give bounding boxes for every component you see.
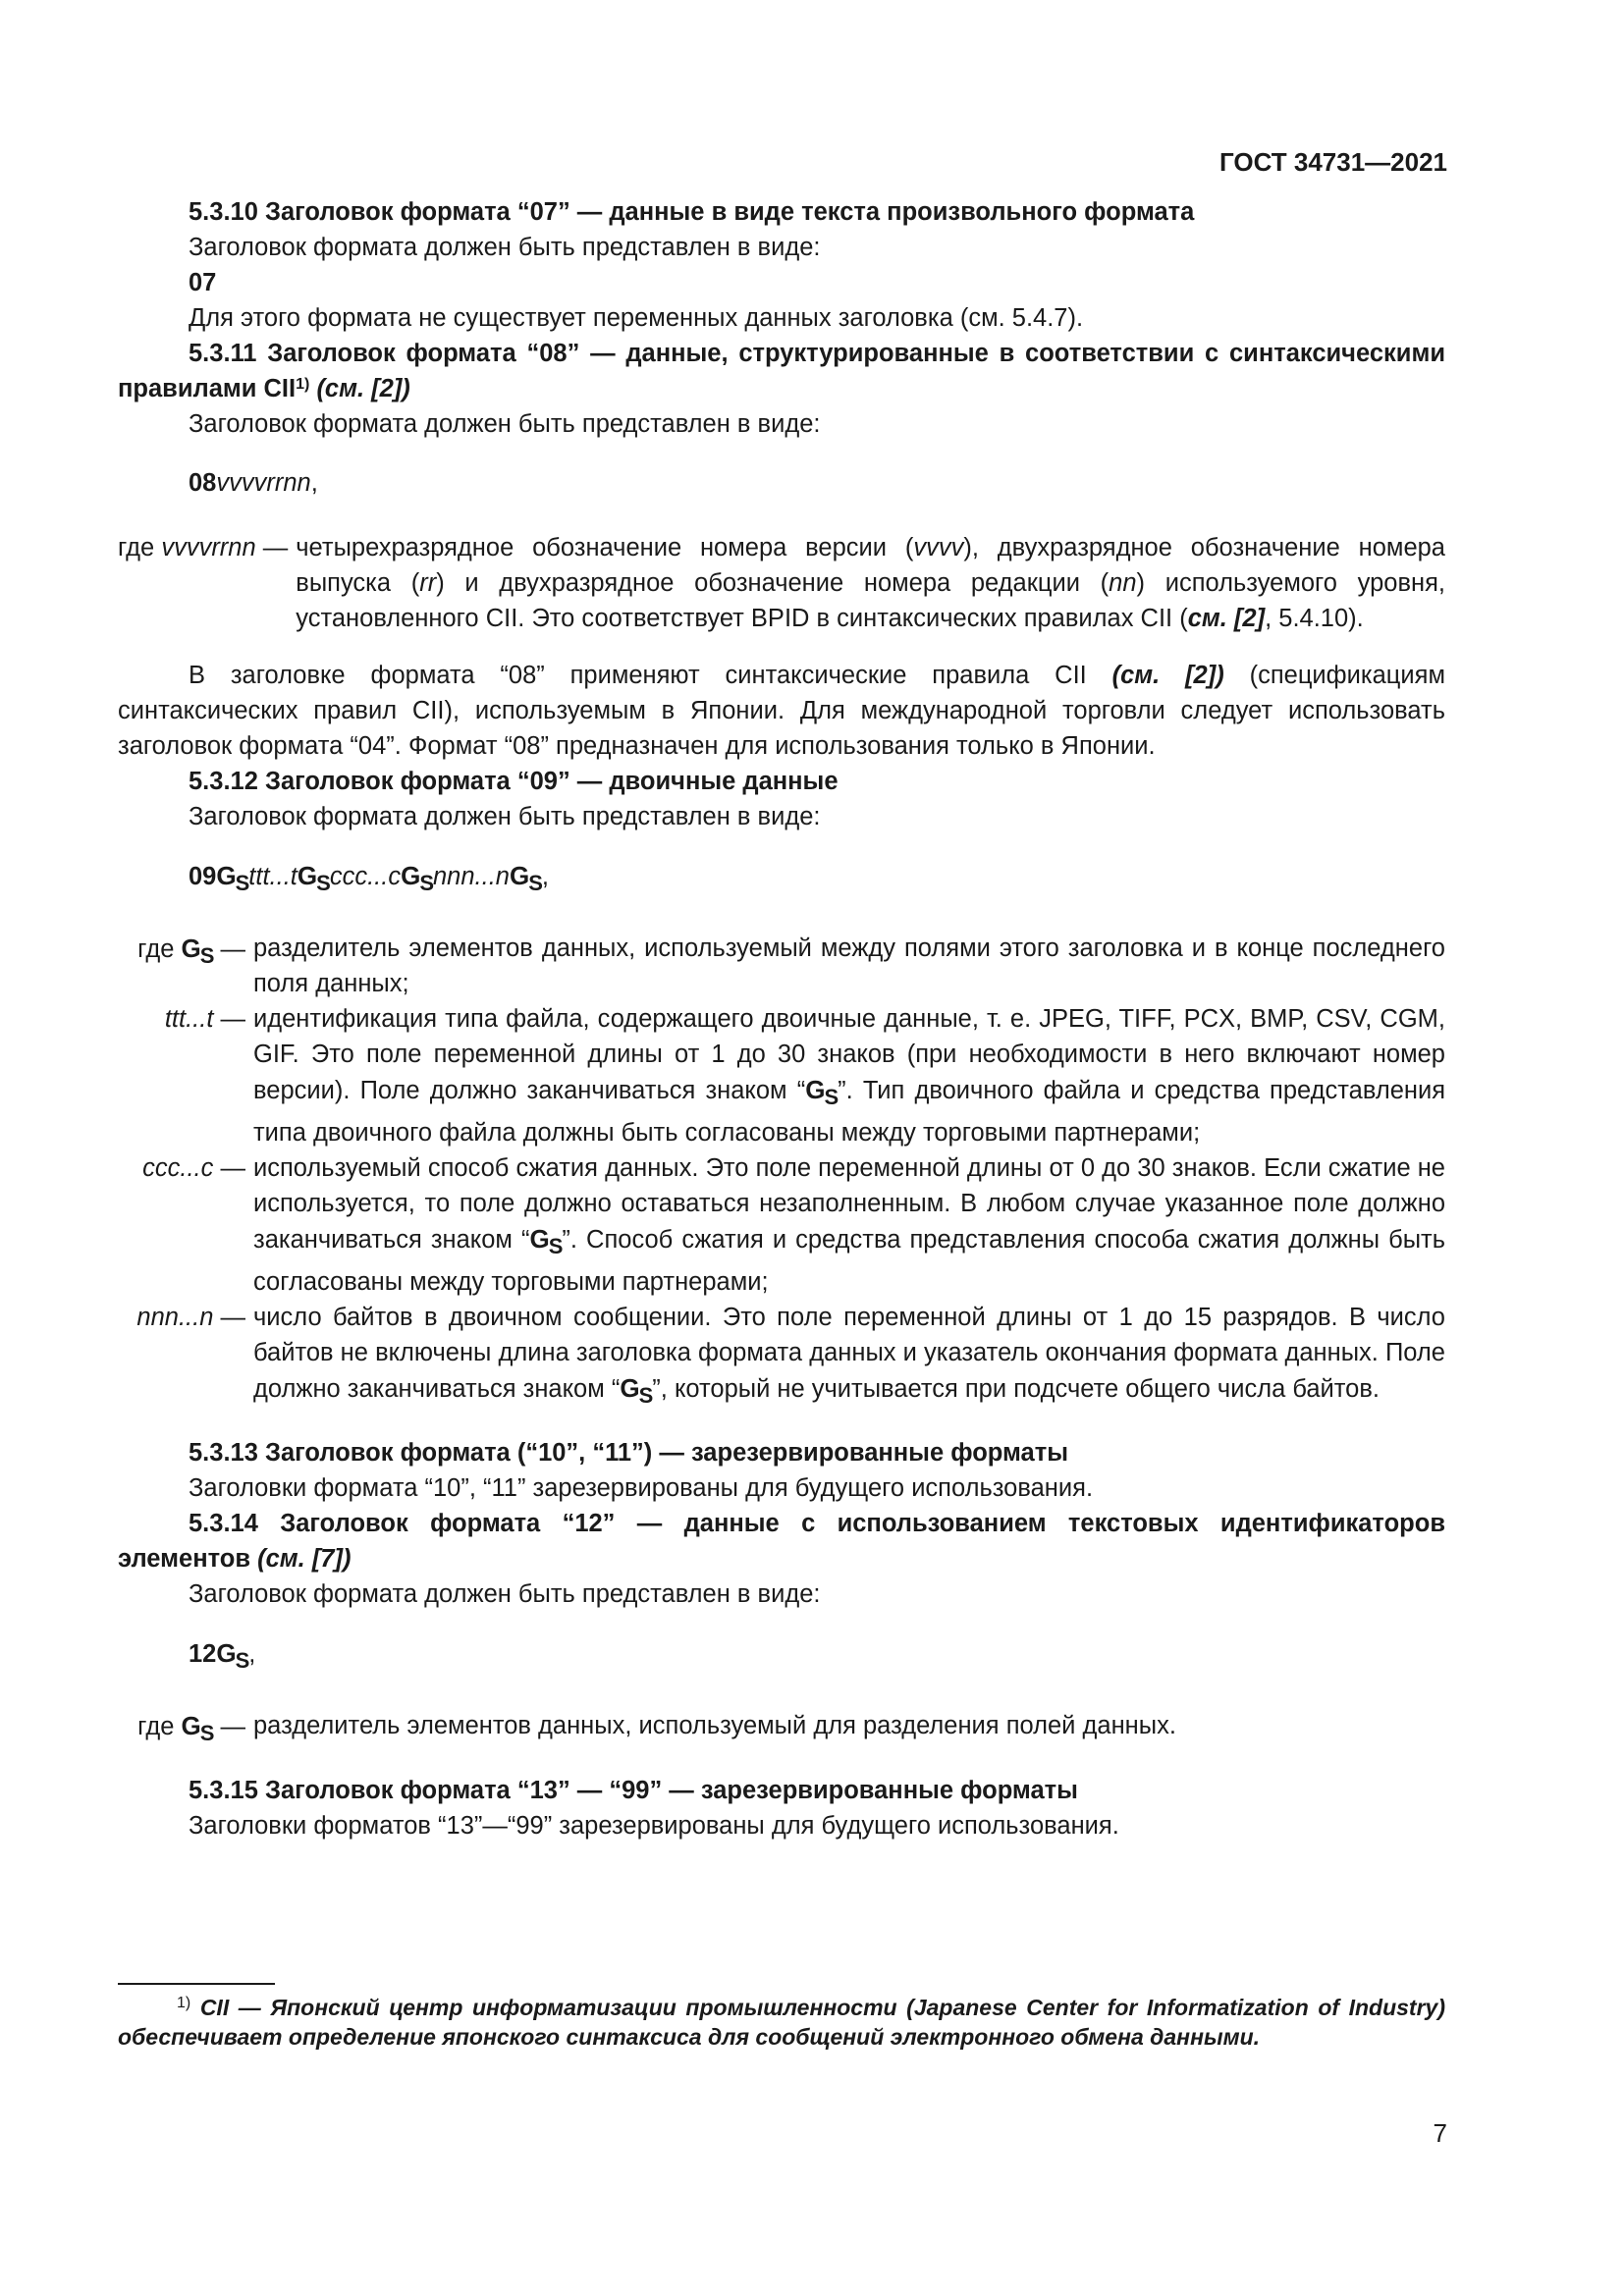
section-5-3-11-intro: Заголовок формата должен быть представлен в виде: bbox=[189, 410, 821, 438]
footnote-text: CII — Японский центр информатизации промышленности (Japanese Center for Informatization of Industry) обеспечивает определение японского синтаксиса для сообщений электронного обмена данными. bbox=[118, 1995, 1445, 2050]
definition-text: используемый способ сжатия данных. Это поле переменной длины от 0 до 30 знаков. Если сжатие не используется, то поле должно оставаться незаполненным. В любом случае указанное поле должно заканчиваться знаком “$G_S$”. Способ сжатия и средства представления способа сжатия должны быть согласованы между торговыми партнерами; bbox=[253, 1154, 1445, 1296]
section-5-3-11-heading: 5.3.11 Заголовок формата “08” — данные, структурированные в соответствии с синтаксическими правилами CII$^{1)}$ (см. [2]) bbox=[118, 340, 1445, 402]
definition-term: где vvvvrrnn — bbox=[118, 534, 289, 561]
section-5-3-10-note: Для этого формата не существует переменных данных заголовка (см. 5.4.7). bbox=[189, 304, 1084, 332]
gs-separator-icon: $G_S$ bbox=[181, 934, 214, 968]
definition-text: идентификация типа файла, содержащего двоичные данные, т. е. JPEG, TIFF, PCX, BMP, CSV, CGM, GIF. Это поле переменной длины от 1 до 30 знаков (при необходимости в него включают номер версии). Поле должно заканчиваться знаком “$G_S$”. Тип двоичного файла и средства представления типа двоичного файла должны быть согласованы между торговыми партнерами; bbox=[253, 1005, 1446, 1147]
definition-term: nnn...n — bbox=[136, 1304, 245, 1331]
definition-text: число байтов в двоичном сообщении. Это поле переменной длины от 1 до 15 разрядов. В число байтов не включены длина заголовка формата данных и указатель окончания формата данных. Поле должно заканчиваться знаком “$G_S$”, который не учитывается при подсчете общего числа байтов. bbox=[253, 1300, 1445, 1414]
section-5-3-15-heading: 5.3.15 Заголовок формата “13” — “99” — зарезервированные форматы bbox=[189, 1777, 1078, 1804]
gs-separator-icon: $G_S$ bbox=[529, 1224, 563, 1258]
section-5-3-12-intro: Заголовок формата должен быть представлен в виде: bbox=[189, 803, 821, 830]
section-5-3-13-text: Заголовки формата “10”, “11” зарезервированы для будущего использования. bbox=[189, 1474, 1094, 1502]
footnote-reference: 1) bbox=[296, 376, 310, 393]
gs-separator-icon: $G_S$ bbox=[620, 1373, 653, 1408]
gs-separator-icon: $G_S$ bbox=[297, 861, 330, 895]
definition-term: ttt...t — bbox=[164, 1005, 245, 1033]
format-08-formula: 08vvvvrrnn, bbox=[189, 469, 318, 497]
section-5-3-14-intro: Заголовок формата должен быть представлен в виде: bbox=[189, 1580, 821, 1608]
section-5-3-15-text: Заголовки форматов “13”—“99” зарезервированы для будущего использования. bbox=[189, 1812, 1119, 1840]
footnote-marker: 1) bbox=[177, 1995, 191, 2011]
gs-separator-icon: $G_S$ bbox=[401, 861, 433, 895]
gs-separator-icon: $G_S$ bbox=[216, 861, 249, 895]
footnote-divider bbox=[118, 1983, 275, 1985]
gs-separator-icon: $G_S$ bbox=[216, 1638, 249, 1673]
gs-separator-icon: $G_S$ bbox=[181, 1711, 214, 1745]
definition-term: где $G_S$ — bbox=[118, 931, 253, 1001]
definition-term: ccc...c — bbox=[142, 1154, 245, 1182]
gs-separator-icon: $G_S$ bbox=[509, 861, 542, 895]
format-09-definitions bbox=[118, 931, 1445, 1414]
format-12-formula: $12G_S$, bbox=[189, 1635, 1445, 1679]
section-5-3-14-heading: 5.3.14 Заголовок формата “12” — данные с использованием текстовых идентификаторов элементов (см. [7]) bbox=[118, 1510, 1445, 1573]
section-5-3-12-heading: 5.3.12 Заголовок формата “09” — двоичные данные bbox=[189, 768, 839, 795]
format-09-formula: $09G_Sttt...tG_Sccc...cG_Snnn...nG_S$, bbox=[189, 858, 1445, 901]
main-text bbox=[118, 194, 1445, 1843]
page-number: 7 bbox=[1433, 2118, 1447, 2148]
standard-number: ГОСТ 34731—2021 bbox=[1219, 147, 1447, 177]
section-5-3-13-heading: 5.3.13 Заголовок формата (“10”, “11”) — зарезервированные форматы bbox=[189, 1439, 1068, 1467]
definition-text: четырехразрядное обозначение номера версии (vvvv), двухразрядное обозначение номера выпуска (rr) и двухразрядное обозначение номера редакции (nn) используемого уровня, установленного CII. Это соответствует BPID в синтаксических правилах CII (см. [2], 5.4.10). bbox=[296, 534, 1445, 632]
format-12-definitions bbox=[118, 1708, 1445, 1751]
footnote bbox=[118, 1993, 1445, 2052]
definition-term: где $G_S$ — bbox=[118, 1708, 253, 1751]
definition-text: разделитель элементов данных, используемый для разделения полей данных. bbox=[253, 1712, 1176, 1739]
section-5-3-10-intro: Заголовок формата должен быть представлен в виде: bbox=[189, 234, 821, 261]
gs-separator-icon: $G_S$ bbox=[805, 1075, 839, 1109]
section-5-3-10-heading: 5.3.10 Заголовок формата “07” — данные в виде текста произвольного формата bbox=[189, 198, 1195, 226]
section-5-3-11-paragraph: В заголовке формата “08” применяют синтаксические правила CII (см. [2]) (спецификациям синтаксических правил CII), используемым в Японии. Для международной торговли следует использовать заголовок формата “04”. Формат “08” предназначен для использования только в Японии. bbox=[118, 662, 1445, 760]
format-08-definitions bbox=[118, 530, 1445, 636]
definition-text: разделитель элементов данных, используемый между полями этого заголовка и в конце последнего поля данных; bbox=[253, 934, 1445, 997]
section-5-3-10-code: 07 bbox=[189, 269, 217, 296]
